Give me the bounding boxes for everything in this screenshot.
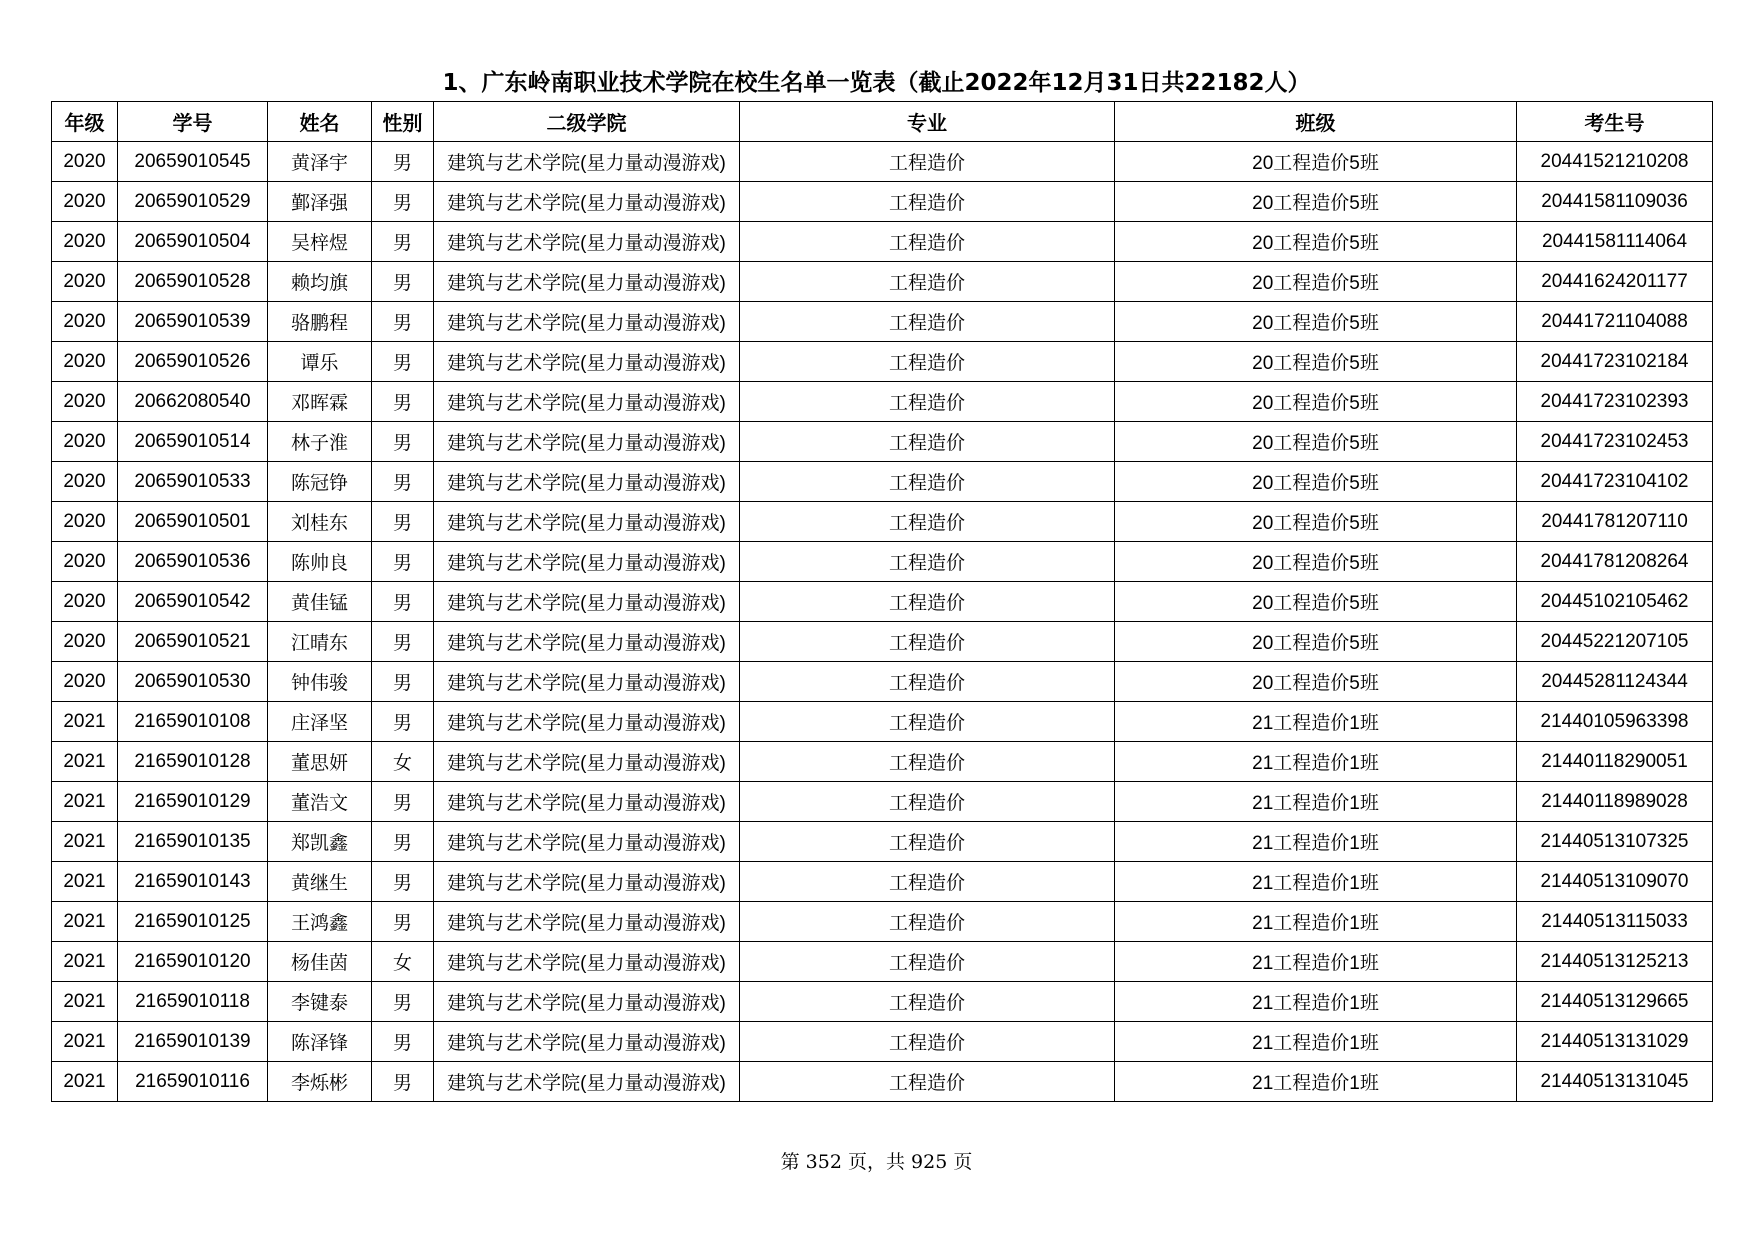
- exam-number-cell: 21440513107325: [1517, 822, 1713, 862]
- table-row: [52, 862, 1713, 902]
- department-cell: 建筑与艺术学院(星力量动漫游戏): [434, 822, 740, 862]
- major-cell: 工程造价: [740, 422, 1115, 462]
- department-cell: 建筑与艺术学院(星力量动漫游戏): [434, 582, 740, 622]
- major-cell: 工程造价: [740, 1062, 1115, 1102]
- exam-number-cell: 21440513129665: [1517, 982, 1713, 1022]
- table-row: [52, 182, 1713, 222]
- grade-cell: 2021: [52, 782, 118, 822]
- major-cell: 工程造价: [740, 902, 1115, 942]
- grade-cell: 2021: [52, 1062, 118, 1102]
- major-cell: 工程造价: [740, 262, 1115, 302]
- table-row: [52, 502, 1713, 542]
- major-cell: 工程造价: [740, 1022, 1115, 1062]
- major-cell: 工程造价: [740, 862, 1115, 902]
- major-cell: 工程造价: [740, 382, 1115, 422]
- student-id-cell: 20659010542: [118, 582, 268, 622]
- grade-cell: 2020: [52, 222, 118, 262]
- name-cell: 邓晖霖: [268, 382, 372, 422]
- class-cell: 20工程造价5班: [1115, 182, 1517, 222]
- grade-cell: 2021: [52, 742, 118, 782]
- student-id-cell: 21659010143: [118, 862, 268, 902]
- student-id-cell: 20659010536: [118, 542, 268, 582]
- gender-cell: 女: [372, 742, 434, 782]
- grade-cell: 2021: [52, 942, 118, 982]
- grade-cell: 2021: [52, 702, 118, 742]
- name-cell: 庄泽坚: [268, 702, 372, 742]
- department-cell: 建筑与艺术学院(星力量动漫游戏): [434, 422, 740, 462]
- major-cell: 工程造价: [740, 702, 1115, 742]
- exam-number-cell: 20441723102393: [1517, 382, 1713, 422]
- table-header-row: [52, 102, 1713, 142]
- table-body: [52, 142, 1713, 1102]
- student-id-cell: 21659010139: [118, 1022, 268, 1062]
- exam-number-cell: 20441723102184: [1517, 342, 1713, 382]
- gender-cell: 男: [372, 822, 434, 862]
- class-cell: 21工程造价1班: [1115, 822, 1517, 862]
- exam-number-cell: 20445102105462: [1517, 582, 1713, 622]
- student-id-cell: 20659010530: [118, 662, 268, 702]
- department-cell: 建筑与艺术学院(星力量动漫游戏): [434, 982, 740, 1022]
- gender-cell: 男: [372, 622, 434, 662]
- name-cell: 黄继生: [268, 862, 372, 902]
- major-cell: 工程造价: [740, 582, 1115, 622]
- class-cell: 20工程造价5班: [1115, 382, 1517, 422]
- student-id-cell: 20659010504: [118, 222, 268, 262]
- table-row: [52, 662, 1713, 702]
- grade-cell: 2020: [52, 342, 118, 382]
- grade-cell: 2020: [52, 542, 118, 582]
- name-cell: 刘桂东: [268, 502, 372, 542]
- table-row: [52, 622, 1713, 662]
- name-cell: 吴梓煜: [268, 222, 372, 262]
- student-id-cell: 21659010129: [118, 782, 268, 822]
- major-cell: 工程造价: [740, 502, 1115, 542]
- table-row: [52, 702, 1713, 742]
- class-cell: 20工程造价5班: [1115, 262, 1517, 302]
- table-row: [52, 902, 1713, 942]
- student-id-cell: 21659010116: [118, 1062, 268, 1102]
- class-cell: 21工程造价1班: [1115, 702, 1517, 742]
- major-cell: 工程造价: [740, 662, 1115, 702]
- class-cell: 20工程造价5班: [1115, 342, 1517, 382]
- exam-number-cell: 21440513125213: [1517, 942, 1713, 982]
- class-cell: 21工程造价1班: [1115, 942, 1517, 982]
- gender-cell: 男: [372, 262, 434, 302]
- class-cell: 20工程造价5班: [1115, 542, 1517, 582]
- column-header-gender: 性别: [372, 102, 434, 142]
- student-id-cell: 20662080540: [118, 382, 268, 422]
- grade-cell: 2020: [52, 302, 118, 342]
- student-id-cell: 21659010120: [118, 942, 268, 982]
- table-row: [52, 382, 1713, 422]
- table-row: [52, 582, 1713, 622]
- table-row: [52, 542, 1713, 582]
- gender-cell: 男: [372, 902, 434, 942]
- gender-cell: 男: [372, 342, 434, 382]
- department-cell: 建筑与艺术学院(星力量动漫游戏): [434, 742, 740, 782]
- name-cell: 黄佳锰: [268, 582, 372, 622]
- name-cell: 钟伟骏: [268, 662, 372, 702]
- name-cell: 骆鹏程: [268, 302, 372, 342]
- name-cell: 黄泽宇: [268, 142, 372, 182]
- table-row: [52, 462, 1713, 502]
- gender-cell: 女: [372, 942, 434, 982]
- exam-number-cell: 20445221207105: [1517, 622, 1713, 662]
- name-cell: 董浩文: [268, 782, 372, 822]
- page-title: 1、广东岭南职业技术学院在校生名单一览表（截止2022年12月31日共22182人）: [442, 70, 1311, 96]
- department-cell: 建筑与艺术学院(星力量动漫游戏): [434, 542, 740, 582]
- gender-cell: 男: [372, 382, 434, 422]
- table-row: [52, 262, 1713, 302]
- table-row: [52, 782, 1713, 822]
- column-header-department: 二级学院: [434, 102, 740, 142]
- table-row: [52, 822, 1713, 862]
- department-cell: 建筑与艺术学院(星力量动漫游戏): [434, 622, 740, 662]
- major-cell: 工程造价: [740, 182, 1115, 222]
- major-cell: 工程造价: [740, 302, 1115, 342]
- exam-number-cell: 21440118989028: [1517, 782, 1713, 822]
- student-id-cell: 20659010526: [118, 342, 268, 382]
- table-row: [52, 742, 1713, 782]
- class-cell: 21工程造价1班: [1115, 742, 1517, 782]
- department-cell: 建筑与艺术学院(星力量动漫游戏): [434, 1062, 740, 1102]
- grade-cell: 2021: [52, 822, 118, 862]
- class-cell: 20工程造价5班: [1115, 222, 1517, 262]
- table-row: [52, 142, 1713, 182]
- grade-cell: 2020: [52, 142, 118, 182]
- student-roster-table: [51, 101, 1713, 1102]
- department-cell: 建筑与艺术学院(星力量动漫游戏): [434, 142, 740, 182]
- table-row: [52, 302, 1713, 342]
- student-id-cell: 20659010539: [118, 302, 268, 342]
- exam-number-cell: 20441723104102: [1517, 462, 1713, 502]
- major-cell: 工程造价: [740, 142, 1115, 182]
- gender-cell: 男: [372, 142, 434, 182]
- grade-cell: 2021: [52, 1022, 118, 1062]
- department-cell: 建筑与艺术学院(星力量动漫游戏): [434, 662, 740, 702]
- exam-number-cell: 20441781208264: [1517, 542, 1713, 582]
- gender-cell: 男: [372, 502, 434, 542]
- exam-number-cell: 21440513131045: [1517, 1062, 1713, 1102]
- department-cell: 建筑与艺术学院(星力量动漫游戏): [434, 782, 740, 822]
- table-row: [52, 1062, 1713, 1102]
- table-row: [52, 422, 1713, 462]
- department-cell: 建筑与艺术学院(星力量动漫游戏): [434, 382, 740, 422]
- exam-number-cell: 20441723102453: [1517, 422, 1713, 462]
- exam-number-cell: 20441521210208: [1517, 142, 1713, 182]
- name-cell: 鄞泽强: [268, 182, 372, 222]
- major-cell: 工程造价: [740, 782, 1115, 822]
- page-footer: 第 352 页，共 925 页: [780, 1151, 973, 1173]
- student-id-cell: 20659010528: [118, 262, 268, 302]
- name-cell: 陈冠铮: [268, 462, 372, 502]
- grade-cell: 2020: [52, 262, 118, 302]
- table-row: [52, 342, 1713, 382]
- exam-number-cell: 20445281124344: [1517, 662, 1713, 702]
- major-cell: 工程造价: [740, 342, 1115, 382]
- column-header-grade: 年级: [52, 102, 118, 142]
- grade-cell: 2020: [52, 662, 118, 702]
- exam-number-cell: 21440105963398: [1517, 702, 1713, 742]
- class-cell: 21工程造价1班: [1115, 1022, 1517, 1062]
- column-header-student-id: 学号: [118, 102, 268, 142]
- major-cell: 工程造价: [740, 742, 1115, 782]
- gender-cell: 男: [372, 302, 434, 342]
- column-header-name: 姓名: [268, 102, 372, 142]
- exam-number-cell: 21440118290051: [1517, 742, 1713, 782]
- table-row: [52, 982, 1713, 1022]
- major-cell: 工程造价: [740, 622, 1115, 662]
- class-cell: 21工程造价1班: [1115, 782, 1517, 822]
- class-cell: 20工程造价5班: [1115, 622, 1517, 662]
- student-id-cell: 21659010108: [118, 702, 268, 742]
- name-cell: 谭乐: [268, 342, 372, 382]
- exam-number-cell: 21440513109070: [1517, 862, 1713, 902]
- name-cell: 陈泽锋: [268, 1022, 372, 1062]
- major-cell: 工程造价: [740, 822, 1115, 862]
- student-id-cell: 20659010529: [118, 182, 268, 222]
- class-cell: 21工程造价1班: [1115, 982, 1517, 1022]
- department-cell: 建筑与艺术学院(星力量动漫游戏): [434, 462, 740, 502]
- student-id-cell: 20659010545: [118, 142, 268, 182]
- name-cell: 陈帅良: [268, 542, 372, 582]
- gender-cell: 男: [372, 1062, 434, 1102]
- student-id-cell: 21659010118: [118, 982, 268, 1022]
- class-cell: 20工程造价5班: [1115, 422, 1517, 462]
- major-cell: 工程造价: [740, 222, 1115, 262]
- gender-cell: 男: [372, 182, 434, 222]
- student-id-cell: 20659010514: [118, 422, 268, 462]
- gender-cell: 男: [372, 702, 434, 742]
- name-cell: 赖均旗: [268, 262, 372, 302]
- class-cell: 20工程造价5班: [1115, 142, 1517, 182]
- class-cell: 21工程造价1班: [1115, 862, 1517, 902]
- student-id-cell: 21659010135: [118, 822, 268, 862]
- name-cell: 江晴东: [268, 622, 372, 662]
- exam-number-cell: 20441581109036: [1517, 182, 1713, 222]
- grade-cell: 2020: [52, 502, 118, 542]
- department-cell: 建筑与艺术学院(星力量动漫游戏): [434, 342, 740, 382]
- exam-number-cell: 21440513115033: [1517, 902, 1713, 942]
- column-header-exam-number: 考生号: [1517, 102, 1713, 142]
- class-cell: 20工程造价5班: [1115, 462, 1517, 502]
- column-header-major: 专业: [740, 102, 1115, 142]
- major-cell: 工程造价: [740, 942, 1115, 982]
- major-cell: 工程造价: [740, 542, 1115, 582]
- name-cell: 杨佳茵: [268, 942, 372, 982]
- gender-cell: 男: [372, 222, 434, 262]
- student-id-cell: 21659010125: [118, 902, 268, 942]
- exam-number-cell: 20441624201177: [1517, 262, 1713, 302]
- gender-cell: 男: [372, 782, 434, 822]
- name-cell: 董思妍: [268, 742, 372, 782]
- class-cell: 21工程造价1班: [1115, 1062, 1517, 1102]
- exam-number-cell: 21440513131029: [1517, 1022, 1713, 1062]
- department-cell: 建筑与艺术学院(星力量动漫游戏): [434, 1022, 740, 1062]
- grade-cell: 2021: [52, 982, 118, 1022]
- department-cell: 建筑与艺术学院(星力量动漫游戏): [434, 502, 740, 542]
- table-row: [52, 1022, 1713, 1062]
- major-cell: 工程造价: [740, 982, 1115, 1022]
- student-id-cell: 20659010533: [118, 462, 268, 502]
- grade-cell: 2020: [52, 422, 118, 462]
- department-cell: 建筑与艺术学院(星力量动漫游戏): [434, 902, 740, 942]
- name-cell: 李烁彬: [268, 1062, 372, 1102]
- gender-cell: 男: [372, 542, 434, 582]
- grade-cell: 2021: [52, 862, 118, 902]
- major-cell: 工程造价: [740, 462, 1115, 502]
- column-header-class: 班级: [1115, 102, 1517, 142]
- grade-cell: 2021: [52, 902, 118, 942]
- department-cell: 建筑与艺术学院(星力量动漫游戏): [434, 702, 740, 742]
- gender-cell: 男: [372, 862, 434, 902]
- gender-cell: 男: [372, 582, 434, 622]
- grade-cell: 2020: [52, 382, 118, 422]
- department-cell: 建筑与艺术学院(星力量动漫游戏): [434, 222, 740, 262]
- grade-cell: 2020: [52, 622, 118, 662]
- department-cell: 建筑与艺术学院(星力量动漫游戏): [434, 262, 740, 302]
- class-cell: 20工程造价5班: [1115, 302, 1517, 342]
- student-id-cell: 20659010501: [118, 502, 268, 542]
- gender-cell: 男: [372, 462, 434, 502]
- gender-cell: 男: [372, 662, 434, 702]
- grade-cell: 2020: [52, 182, 118, 222]
- grade-cell: 2020: [52, 582, 118, 622]
- class-cell: 20工程造价5班: [1115, 662, 1517, 702]
- student-id-cell: 20659010521: [118, 622, 268, 662]
- gender-cell: 男: [372, 1022, 434, 1062]
- gender-cell: 男: [372, 982, 434, 1022]
- department-cell: 建筑与艺术学院(星力量动漫游戏): [434, 862, 740, 902]
- exam-number-cell: 20441581114064: [1517, 222, 1713, 262]
- name-cell: 郑凯鑫: [268, 822, 372, 862]
- table-row: [52, 222, 1713, 262]
- name-cell: 林子淮: [268, 422, 372, 462]
- student-id-cell: 21659010128: [118, 742, 268, 782]
- class-cell: 20工程造价5班: [1115, 582, 1517, 622]
- grade-cell: 2020: [52, 462, 118, 502]
- exam-number-cell: 20441781207110: [1517, 502, 1713, 542]
- department-cell: 建筑与艺术学院(星力量动漫游戏): [434, 942, 740, 982]
- exam-number-cell: 20441721104088: [1517, 302, 1713, 342]
- name-cell: 李键泰: [268, 982, 372, 1022]
- table-row: [52, 942, 1713, 982]
- department-cell: 建筑与艺术学院(星力量动漫游戏): [434, 182, 740, 222]
- name-cell: 王鸿鑫: [268, 902, 372, 942]
- gender-cell: 男: [372, 422, 434, 462]
- class-cell: 20工程造价5班: [1115, 502, 1517, 542]
- department-cell: 建筑与艺术学院(星力量动漫游戏): [434, 302, 740, 342]
- class-cell: 21工程造价1班: [1115, 902, 1517, 942]
